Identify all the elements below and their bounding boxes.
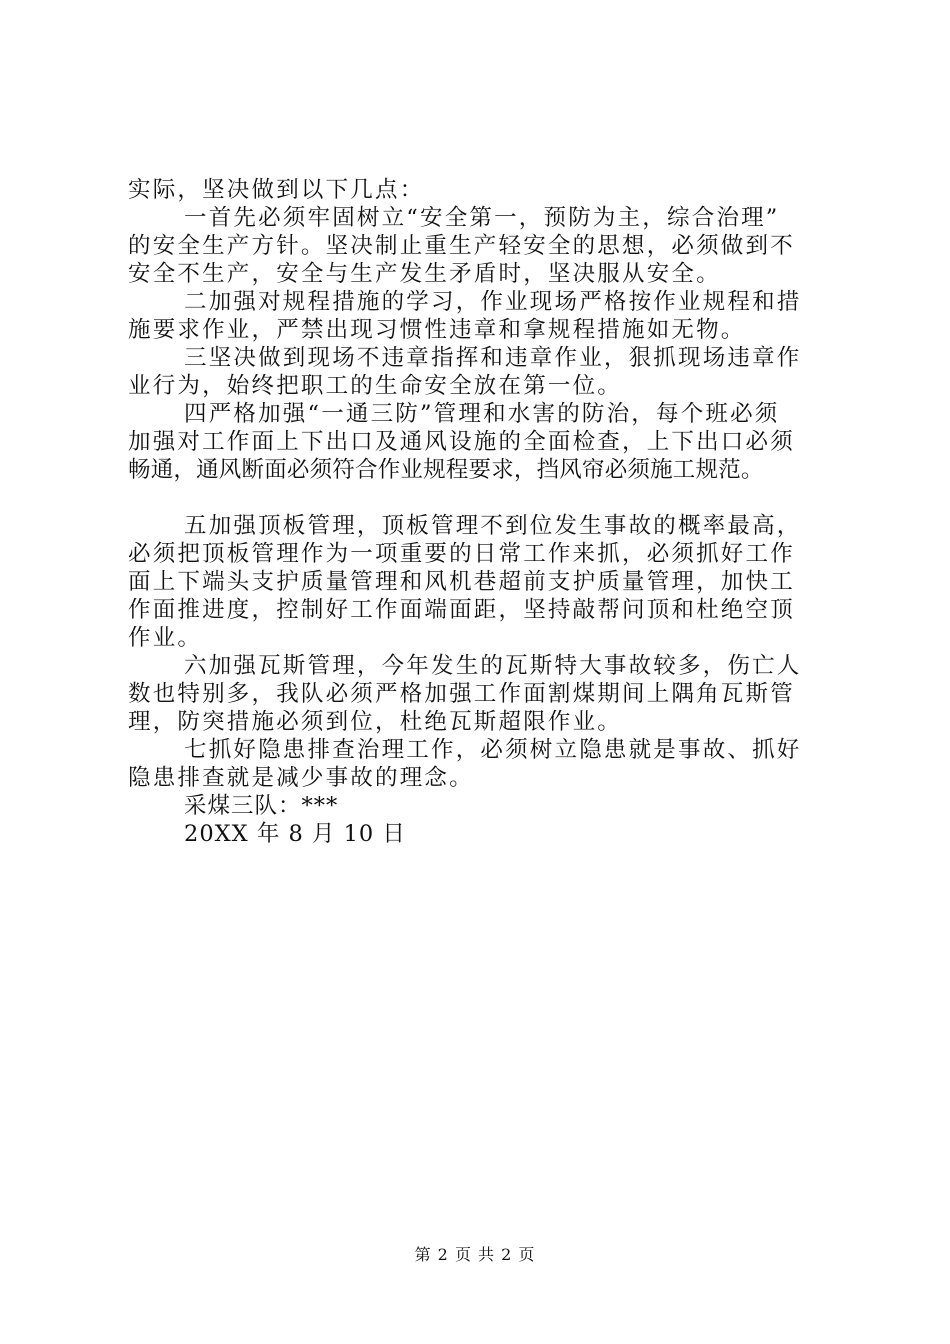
signature-team: 采煤三队：*** [184, 793, 339, 819]
text-line: 数也特别多，我队必须严格加强工作面割煤期间上隅角瓦斯管 [128, 681, 795, 707]
text-line: 五加强顶板管理，顶板管理不到位发生事故的概率最高， [184, 513, 802, 539]
text-line: 隐患排查就是减少事故的理念。 [128, 765, 474, 791]
text-line: 二加强对规程措施的学习，作业现场严格按作业规程和措 [184, 289, 802, 315]
signature-date: 20XX 年 8 月 10 日 [184, 821, 406, 847]
text-line: 理，防突措施必须到位，杜绝瓦斯超限作业。 [128, 709, 623, 735]
document-body [128, 176, 828, 848]
text-line: 业行为，始终把职工的生命安全放在第一位。 [128, 373, 623, 399]
text-line: 面上下端头支护质量管理和风机巷超前支护质量管理，加快工 [128, 569, 795, 595]
page-number-footer: 第 2 页 共 2 页 [414, 1245, 536, 1264]
text-line: 畅通，通风断面必须符合作业规程要求，挡风帘必须施工规范。 [128, 457, 764, 483]
text-line: 作业。 [128, 625, 203, 651]
text-line: 实际，坚决做到以下几点： [128, 177, 425, 203]
text-line: 七抓好隐患排查治理工作，必须树立隐患就是事故、抓好 [184, 737, 802, 763]
text-line: 必须把顶板管理作为一项重要的日常工作来抓，必须抓好工作 [128, 541, 795, 567]
text-line: 安全不生产，安全与生产发生矛盾时，坚决服从安全。 [128, 261, 721, 287]
text-line: 四严格加强“一通三防”管理和水害的防治，每个班必须 [184, 401, 780, 427]
text-line: 一首先必须牢固树立“安全第一，预防为主，综合治理” [184, 205, 780, 231]
text-line: 的安全生产方针。坚决制止重生产轻安全的思想，必须做到不 [128, 233, 795, 259]
blank-line [128, 484, 828, 512]
text-line: 六加强瓦斯管理，今年发生的瓦斯特大事故较多，伤亡人 [184, 653, 802, 679]
text-line: 施要求作业，严禁出现习惯性违章和拿规程措施如无物。 [128, 317, 746, 343]
text-line: 加强对工作面上下出口及通风设施的全面检查，上下出口必须 [128, 429, 795, 455]
text-line: 三坚决做到现场不违章指挥和违章作业，狠抓现场违章作 [184, 345, 802, 371]
text-line: 作面推进度，控制好工作面端面距，坚持敲帮问顶和杜绝空顶 [128, 597, 795, 623]
